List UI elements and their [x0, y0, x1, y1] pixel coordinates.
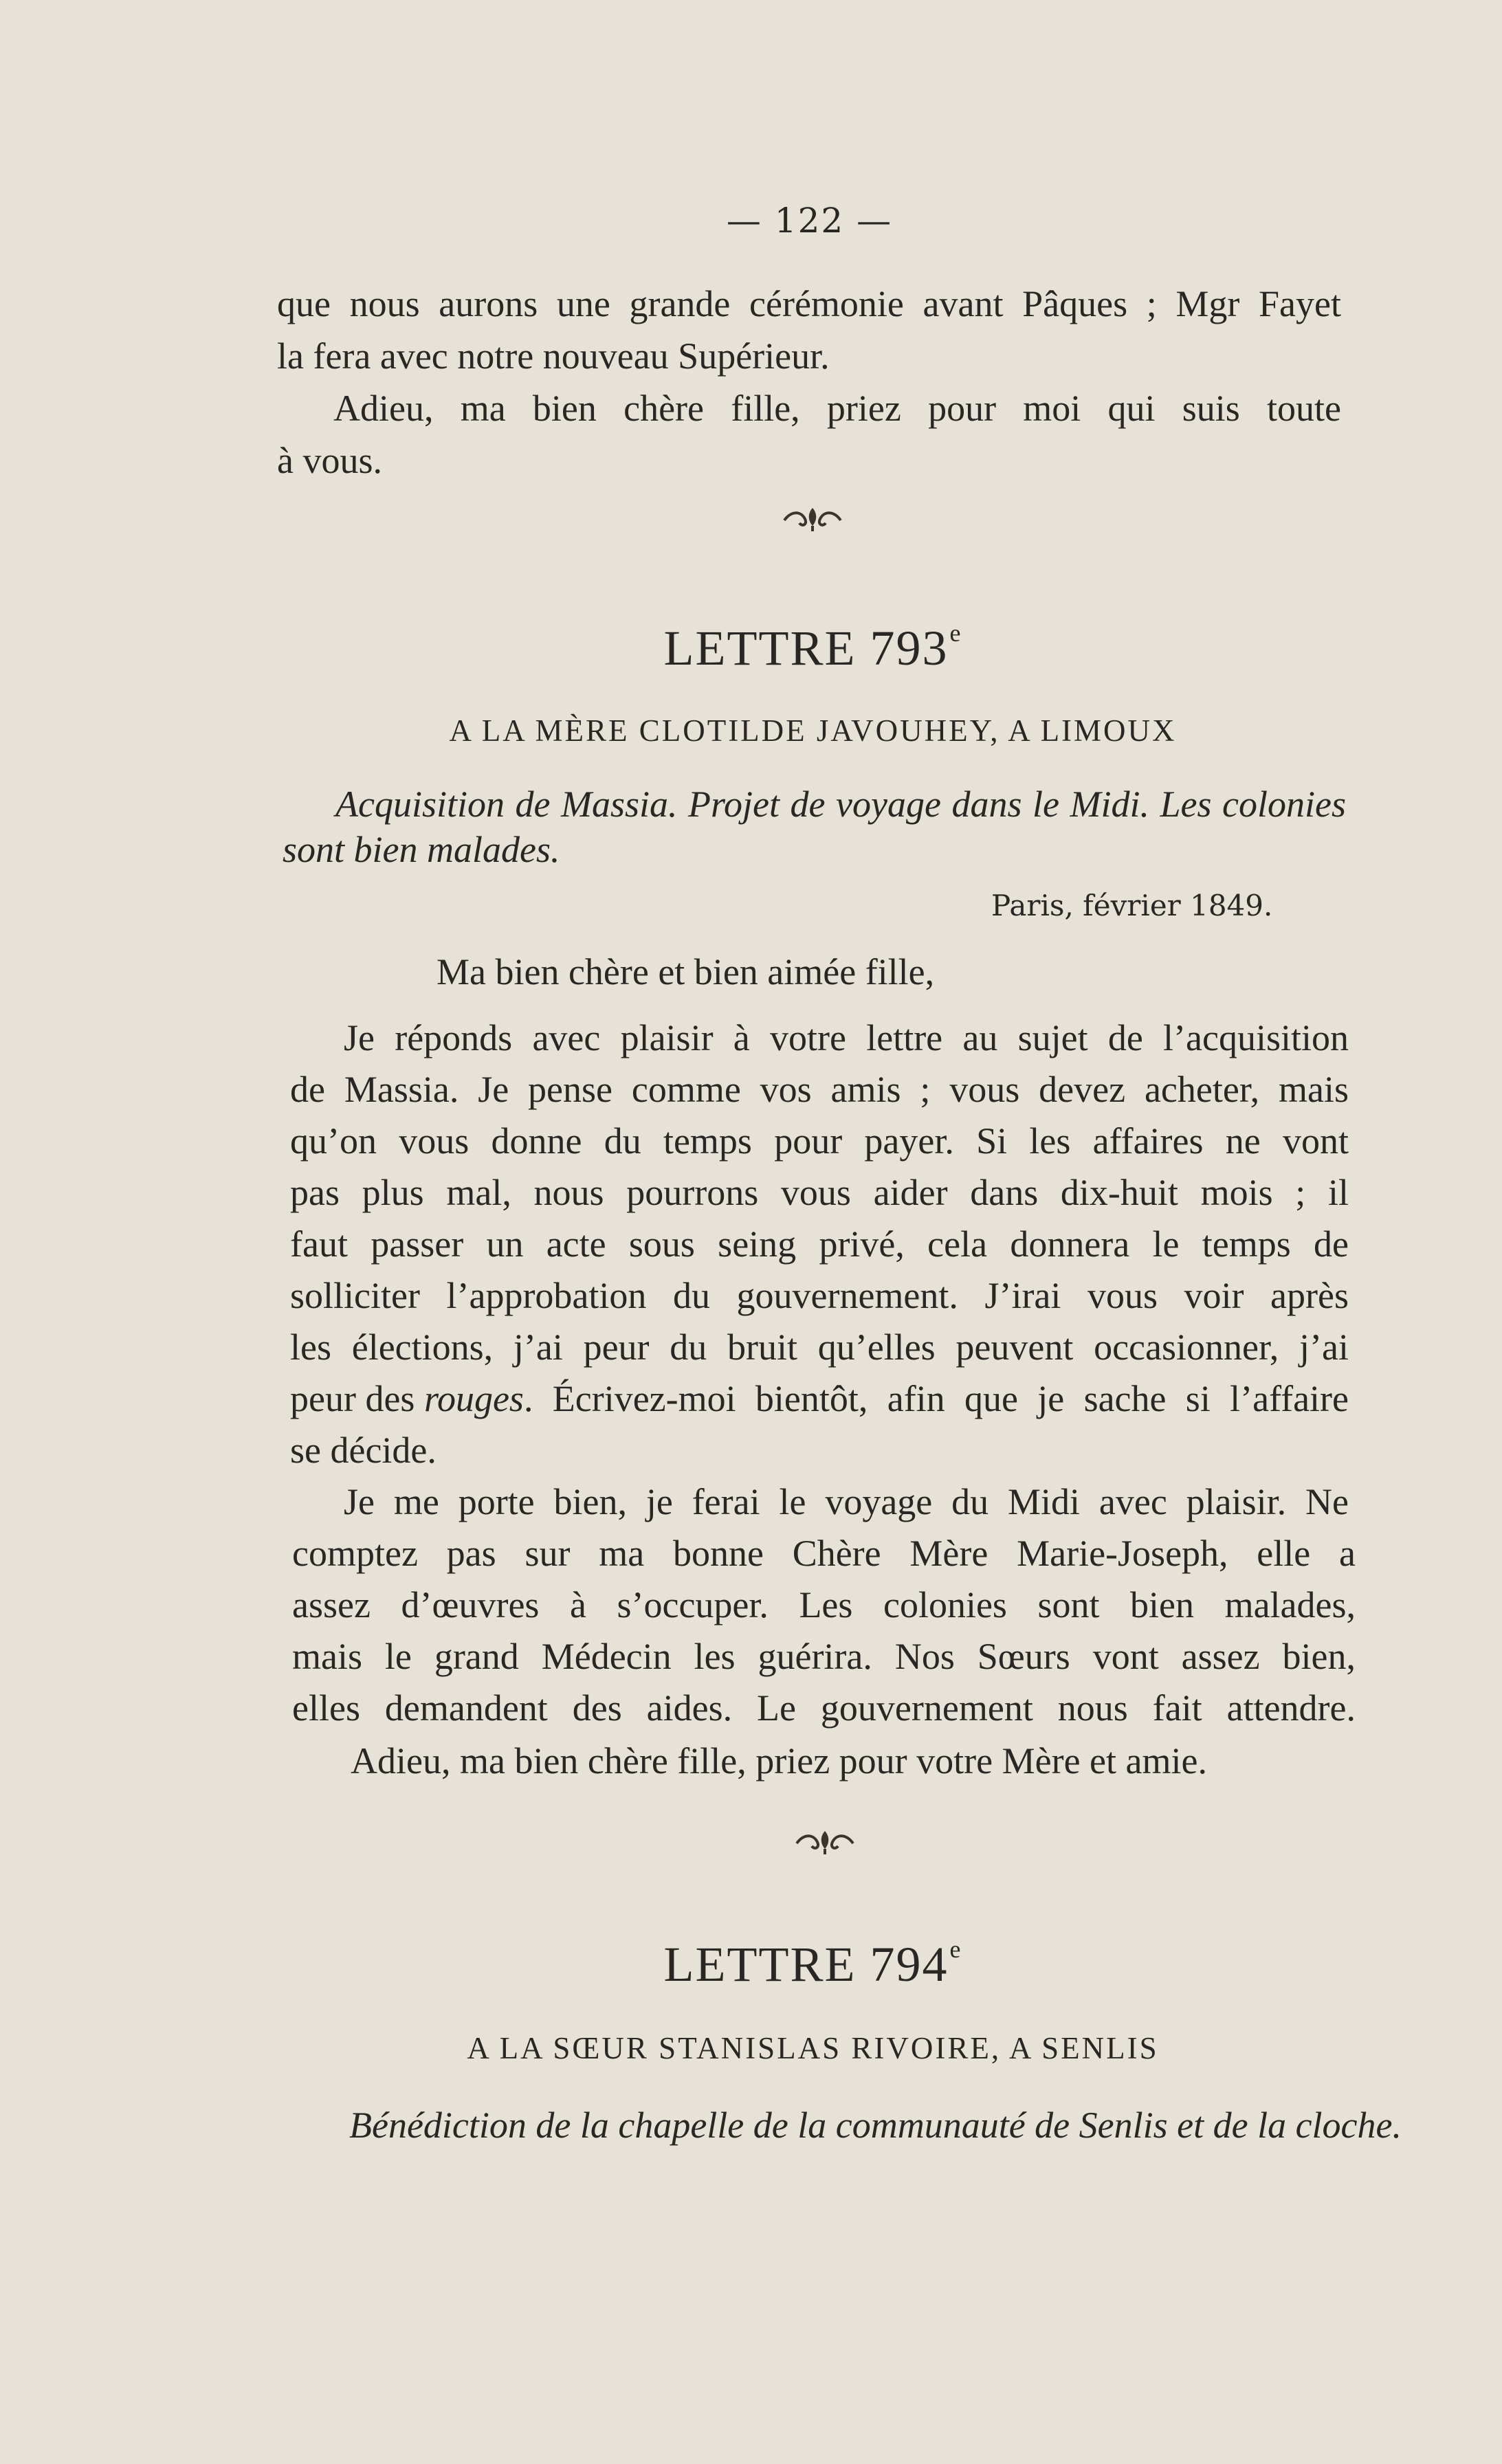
text-run: peur des	[290, 1378, 424, 1419]
letter-title-sup: e	[949, 619, 962, 647]
text-line: qu’on vous donne du temps pour payer. Si les affaires ne vont	[290, 1120, 1349, 1162]
letter-summary-line: Acquisition de Massia. Projet de voyage dans le Midi. Les colonies	[335, 784, 1346, 825]
text-run: . Écrivez-moi bientôt, afin que je sache si l’affaire	[523, 1378, 1349, 1419]
text-line: faut passer un acte sous seing privé, cela donnera le temps de	[290, 1223, 1349, 1265]
text-line: Je me porte bien, je ferai le voyage du Midi avec plaisir. Ne	[344, 1481, 1349, 1522]
text-line: à vous.	[277, 440, 382, 481]
page-number: — 122 —	[726, 201, 893, 241]
letter-summary-line: Bénédiction de la chapelle de la communauté de Senlis et de la cloche.	[349, 2105, 1402, 2146]
italic-word: rouges	[423, 1378, 524, 1419]
text-line: la fera avec notre nouveau Supérieur.	[277, 335, 830, 377]
dateline: Paris, février 1849.	[991, 889, 1273, 922]
text-line: assez d’œuvres à s’occuper. Les colonies sont bien malades,	[292, 1584, 1356, 1625]
letter-title: LETTRE 793	[663, 621, 949, 676]
text-line: Adieu, ma bien chère fille, priez pour votre Mère et amie.	[351, 1740, 1207, 1782]
letter-addressee: A LA MÈRE CLOTILDE JAVOUHEY, A LIMOUX	[449, 713, 1177, 748]
text-line: que nous aurons une grande cérémonie avant Pâques ; Mgr Fayet	[277, 283, 1341, 324]
letter-heading	[0, 619, 1502, 677]
text-line: se décide.	[290, 1430, 437, 1471]
salutation: Ma bien chère et bien aimée fille,	[437, 951, 935, 992]
letter-addressee: A LA SŒUR STANISLAS RIVOIRE, A SENLIS	[467, 2031, 1159, 2065]
fleuron-ornament	[782, 505, 843, 533]
letter-title: LETTRE 794	[663, 1937, 949, 1992]
text-line: les élections, j’ai peur du bruit qu’elles peuvent occasionner, j’ai	[290, 1327, 1349, 1368]
text-line: mais le grand Médecin les guérira. Nos Sœurs vont assez bien,	[292, 1636, 1356, 1677]
text-line: de Massia. Je pense comme vos amis ; vous devez acheter, mais	[290, 1069, 1349, 1110]
text-line	[290, 1377, 1349, 1421]
text-line: Adieu, ma bien chère fille, priez pour moi qui suis toute	[333, 388, 1341, 429]
fleuron-ornament	[794, 1828, 856, 1856]
text-line: comptez pas sur ma bonne Chère Mère Marie-Joseph, elle a	[292, 1533, 1356, 1574]
letter-title-sup: e	[949, 1935, 962, 1963]
text-line: elles demandent des aides. Le gouvernement nous fait attendre.	[292, 1687, 1356, 1729]
text-line: Je réponds avec plaisir à votre lettre au sujet de l’acquisition	[344, 1017, 1349, 1058]
letter-heading	[0, 1935, 1502, 1993]
text-line: solliciter l’approbation du gouvernement. J’irai vous voir après	[290, 1275, 1349, 1316]
letter-summary-line: sont bien malades.	[283, 829, 560, 870]
text-line: pas plus mal, nous pourrons vous aider dans dix-huit mois ; il	[290, 1172, 1349, 1213]
